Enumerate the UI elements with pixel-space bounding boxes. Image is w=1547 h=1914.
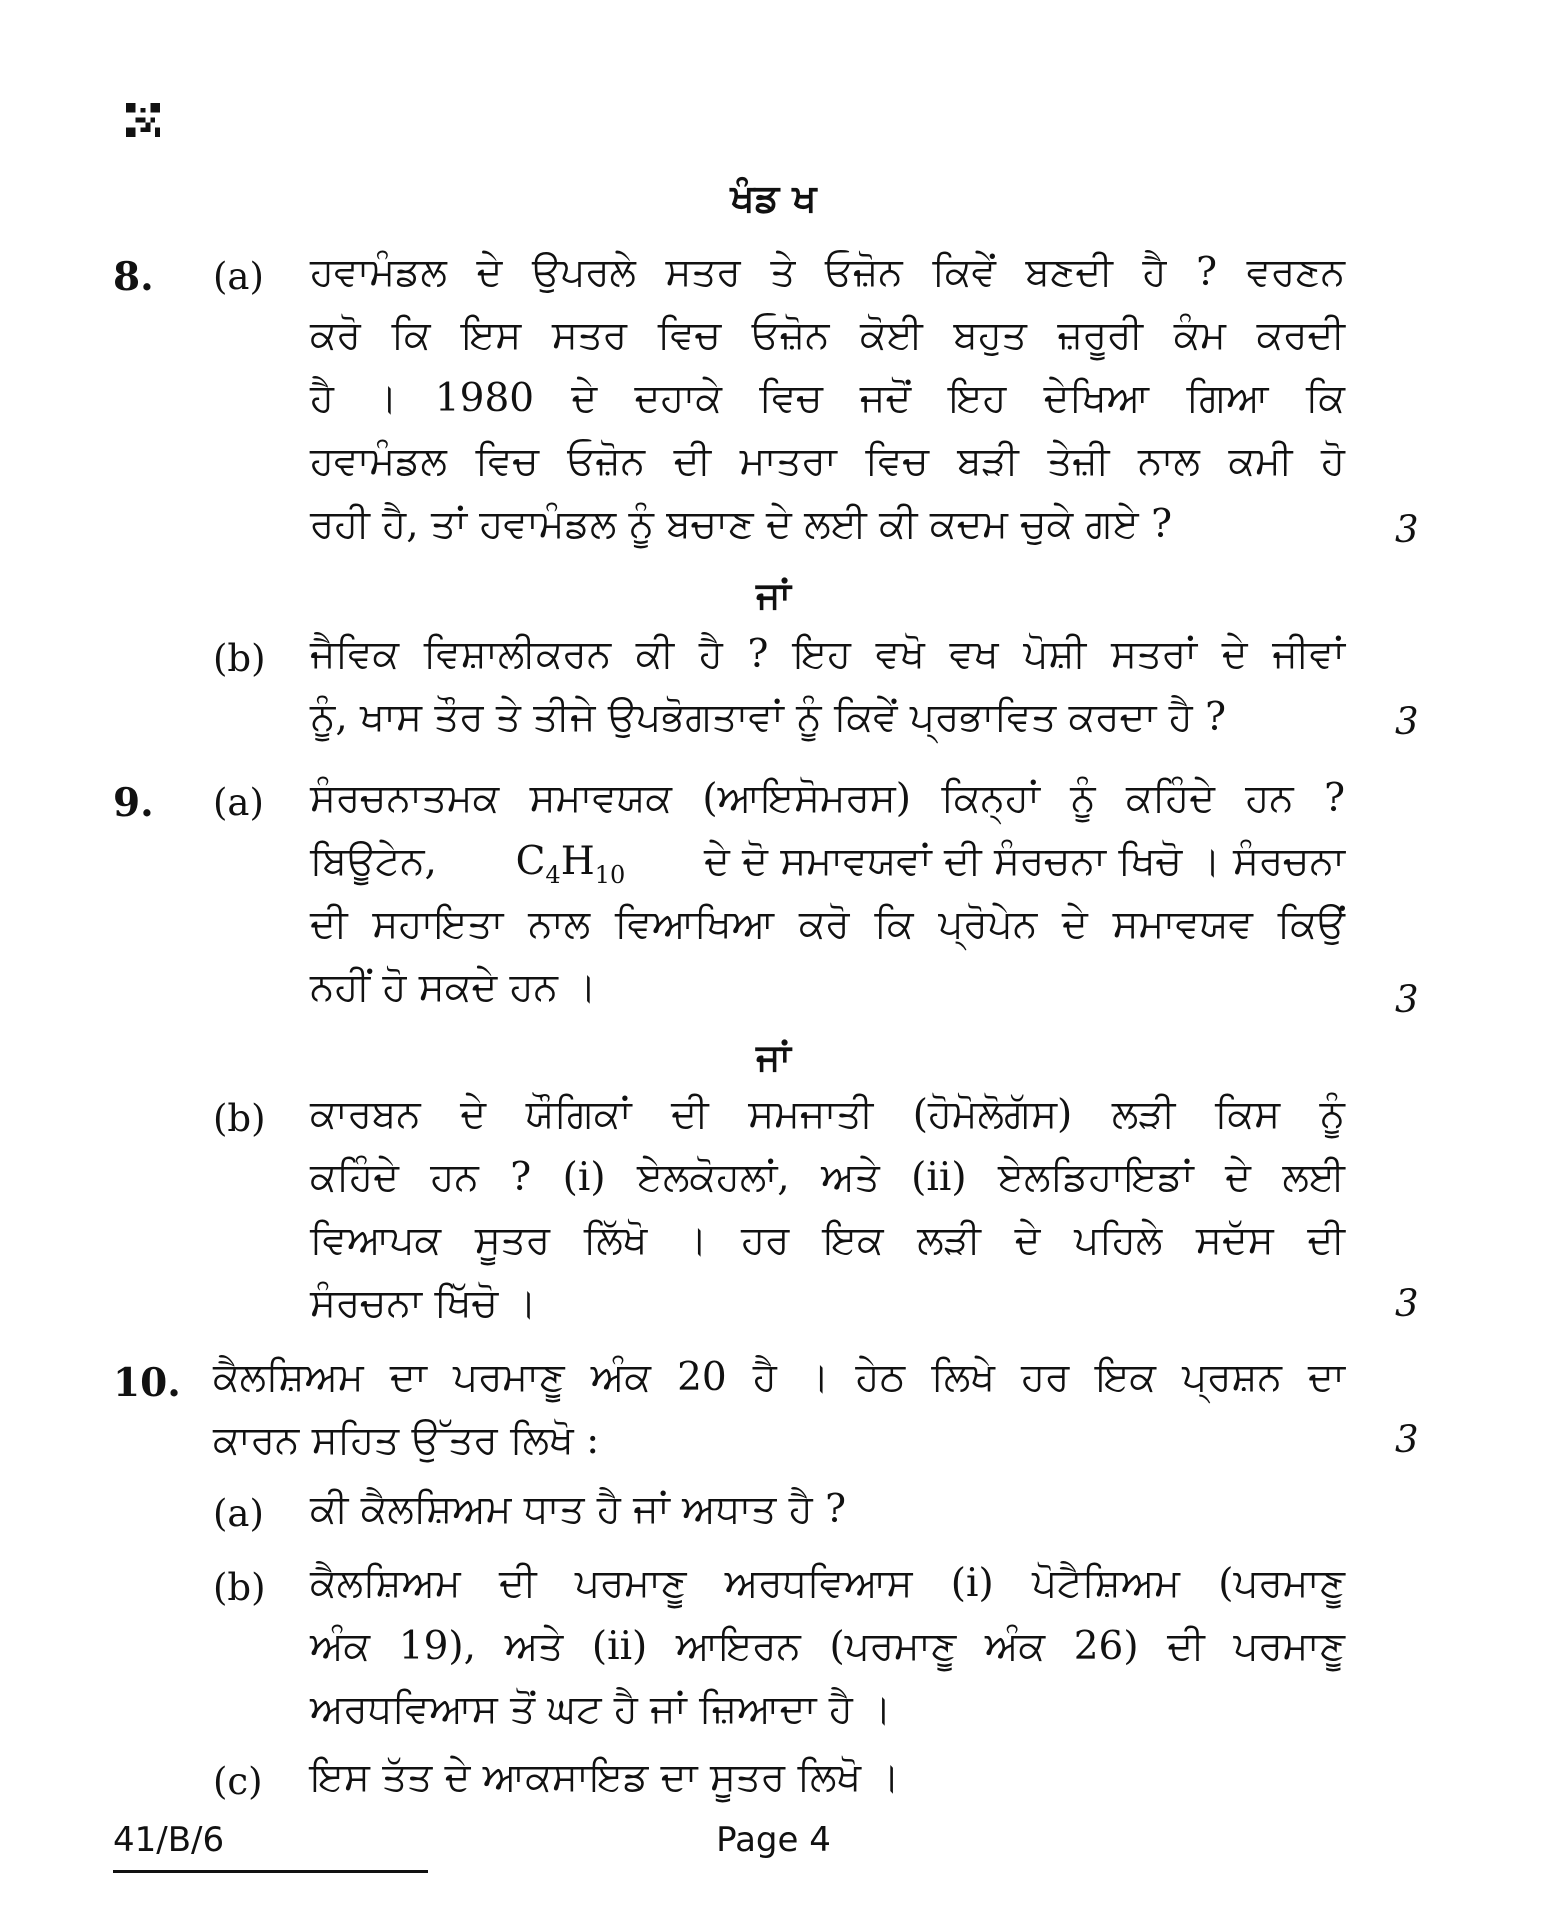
subpart-label: (a) (213, 781, 264, 824)
marks: 3 (1395, 1418, 1419, 1461)
question-text-line: ਦੀ ਸਹਾਇਤਾ ਨਾਲ ਵਿਆਖਿਆ ਕਰੋ ਕਿ ਪ੍ਰੋਪੇਨ ਦੇ ਸਮਾਵਯਵ ਕਿਉਂ (310, 902, 1345, 947)
subpart-label: (b) (213, 637, 266, 680)
question-text-line: ਨਹੀਂ ਹੋ ਸਕਦੇ ਹਨ । (310, 965, 597, 1010)
question-text-line: ਅੰਕ 19), ਅਤੇ (ii) ਆਇਰਨ (ਪਰਮਾਣੂ ਅੰਕ 26) ਦੀ ਪਰਮਾਣੂ (310, 1624, 1345, 1669)
question-text-line: ਕਰੋ ਕਿ ਇਸ ਸਤਰ ਵਿਚ ਓਜ਼ੋਨ ਕੋਈ ਬਹੁਤ ਜ਼ਰੂਰੀ ਕੰਮ ਕਰਦੀ (310, 313, 1345, 358)
question-text-line (310, 839, 1345, 889)
subpart-label: (a) (213, 255, 264, 298)
question-text-line: ਹੈ । 1980 ਦੇ ਦਹਾਕੇ ਵਿਚ ਜਦੋਂ ਇਹ ਦੇਖਿਆ ਗਿਆ ਕਿ (310, 376, 1345, 421)
question-text-line: ਨੂੰ, ਖਾਸ ਤੌਰ ਤੇ ਤੀਜੇ ਉਪਭੋਗਤਾਵਾਂ ਨੂੰ ਕਿਵੇਂ ਪ੍ਰਭਾਵਿਤ ਕਰਦਾ ਹੈ ? (310, 695, 1227, 740)
question-number: 10. (113, 1360, 181, 1406)
page-number: Page 4 (716, 1820, 831, 1860)
question-text-line: ਸੰਰਚਨਾ ਖਿੱਚੋ । (310, 1281, 537, 1326)
text-fragment: ਦੇ ਦੋ ਸਮਾਵਯਵਾਂ ਦੀ ਸੰਰਚਨਾ ਖਿਚੋ । ਸੰਰਚਨਾ (703, 839, 1345, 884)
question-text-line: ਕੈਲਸ਼ਿਅਮ ਦਾ ਪਰਮਾਣੂ ਅੰਕ 20 ਹੈ । ਹੇਠ ਲਿਖੇ ਹਰ ਇਕ ਪ੍ਰਸ਼ਨ ਦਾ (213, 1355, 1345, 1400)
marks: 3 (1395, 1282, 1419, 1325)
subpart-label: (b) (213, 1097, 266, 1140)
marks: 3 (1395, 978, 1419, 1021)
or-separator: ਜਾਂ (756, 573, 791, 617)
question-text-line: ਜੈਵਿਕ ਵਿਸ਼ਾਲੀਕਰਨ ਕੀ ਹੈ ? ਇਹ ਵਖੋ ਵਖ ਪੋਸ਼ੀ ਸਤਰਾਂ ਦੇ ਜੀਵਾਂ (310, 632, 1345, 677)
question-text-line: ਕਹਿੰਦੇ ਹਨ ? (i) ਏਲਕੋਹਲਾਂ, ਅਤੇ (ii) ਏਲਡਿਹਾਇਡਾਂ ਦੇ ਲਈ (310, 1155, 1345, 1200)
subpart-label: (a) (213, 1492, 264, 1535)
subpart-label: (c) (213, 1760, 263, 1803)
question-text-line: ਹਵਾਮੰਡਲ ਦੇ ਉਪਰਲੇ ਸਤਰ ਤੇ ਓਜ਼ੋਨ ਕਿਵੇਂ ਬਣਦੀ ਹੈ ? ਵਰਣਨ (310, 250, 1345, 295)
text-fragment: ਬਿਊਟੇਨ, (310, 839, 437, 884)
question-text-line: ਸੰਰਚਨਾਤਮਕ ਸਮਾਵਯਕ (ਆਇਸੋਮਰਸ) ਕਿਨ੍ਹਾਂ ਨੂੰ ਕਹਿੰਦੇ ਹਨ ? (310, 776, 1345, 821)
question-text-line: ਕੈਲਸ਼ਿਅਮ ਦੀ ਪਰਮਾਣੂ ਅਰਧਵਿਆਸ (i) ਪੋਟੈਸ਼ਿਅਮ (ਪਰਮਾਣੂ (310, 1561, 1345, 1606)
question-number: 8. (113, 254, 154, 300)
question-number: 9. (113, 780, 154, 826)
or-separator: ਜਾਂ (756, 1035, 791, 1079)
question-text-line: ਕਾਰਨ ਸਹਿਤ ਉੱਤਰ ਲਿਖੋ : (213, 1418, 600, 1463)
question-text-line: ਅਰਧਵਿਆਸ ਤੋਂ ਘਟ ਹੈ ਜਾਂ ਜ਼ਿਆਦਾ ਹੈ । (310, 1687, 892, 1732)
question-text-line: ਰਹੀ ਹੈ, ਤਾਂ ਹਵਾਮੰਡਲ ਨੂੰ ਬਚਾਣ ਦੇ ਲਈ ਕੀ ਕਦਮ ਚੁਕੇ ਗਏ ? (310, 502, 1173, 547)
marks: 3 (1395, 508, 1419, 551)
question-text-line: ਹਵਾਮੰਡਲ ਵਿਚ ਓਜ਼ੋਨ ਦੀ ਮਾਤਰਾ ਵਿਚ ਬੜੀ ਤੇਜ਼ੀ ਨਾਲ ਕਮੀ ਹੋ (310, 439, 1345, 484)
question-text-line: ਇਸ ਤੱਤ ਦੇ ਆਕਸਾਇਡ ਦਾ ਸੂਤਰ ਲਿਖੋ । (310, 1755, 900, 1800)
marks: 3 (1395, 700, 1419, 743)
paper-code: 41/B/6 (113, 1820, 225, 1860)
chemical-formula: $C_4H_{10}$ (515, 839, 626, 889)
qr-code-icon (126, 103, 160, 137)
footer-divider (113, 1870, 428, 1873)
subpart-label: (b) (213, 1566, 266, 1609)
section-title: ਖੰਡ ਖ (730, 175, 817, 220)
question-text-line: ਕਾਰਬਨ ਦੇ ਯੌਗਿਕਾਂ ਦੀ ਸਮਜਾਤੀ (ਹੋਮੋਲੋਗੱਸ) ਲੜੀ ਕਿਸ ਨੂੰ (310, 1092, 1345, 1137)
question-text-line: ਕੀ ਕੈਲਸ਼ਿਅਮ ਧਾਤ ਹੈ ਜਾਂ ਅਧਾਤ ਹੈ ? (310, 1487, 847, 1532)
question-text-line: ਵਿਆਪਕ ਸੂਤਰ ਲਿੱਖੋ । ਹਰ ਇਕ ਲੜੀ ਦੇ ਪਹਿਲੇ ਸਦੱਸ ਦੀ (310, 1218, 1345, 1263)
